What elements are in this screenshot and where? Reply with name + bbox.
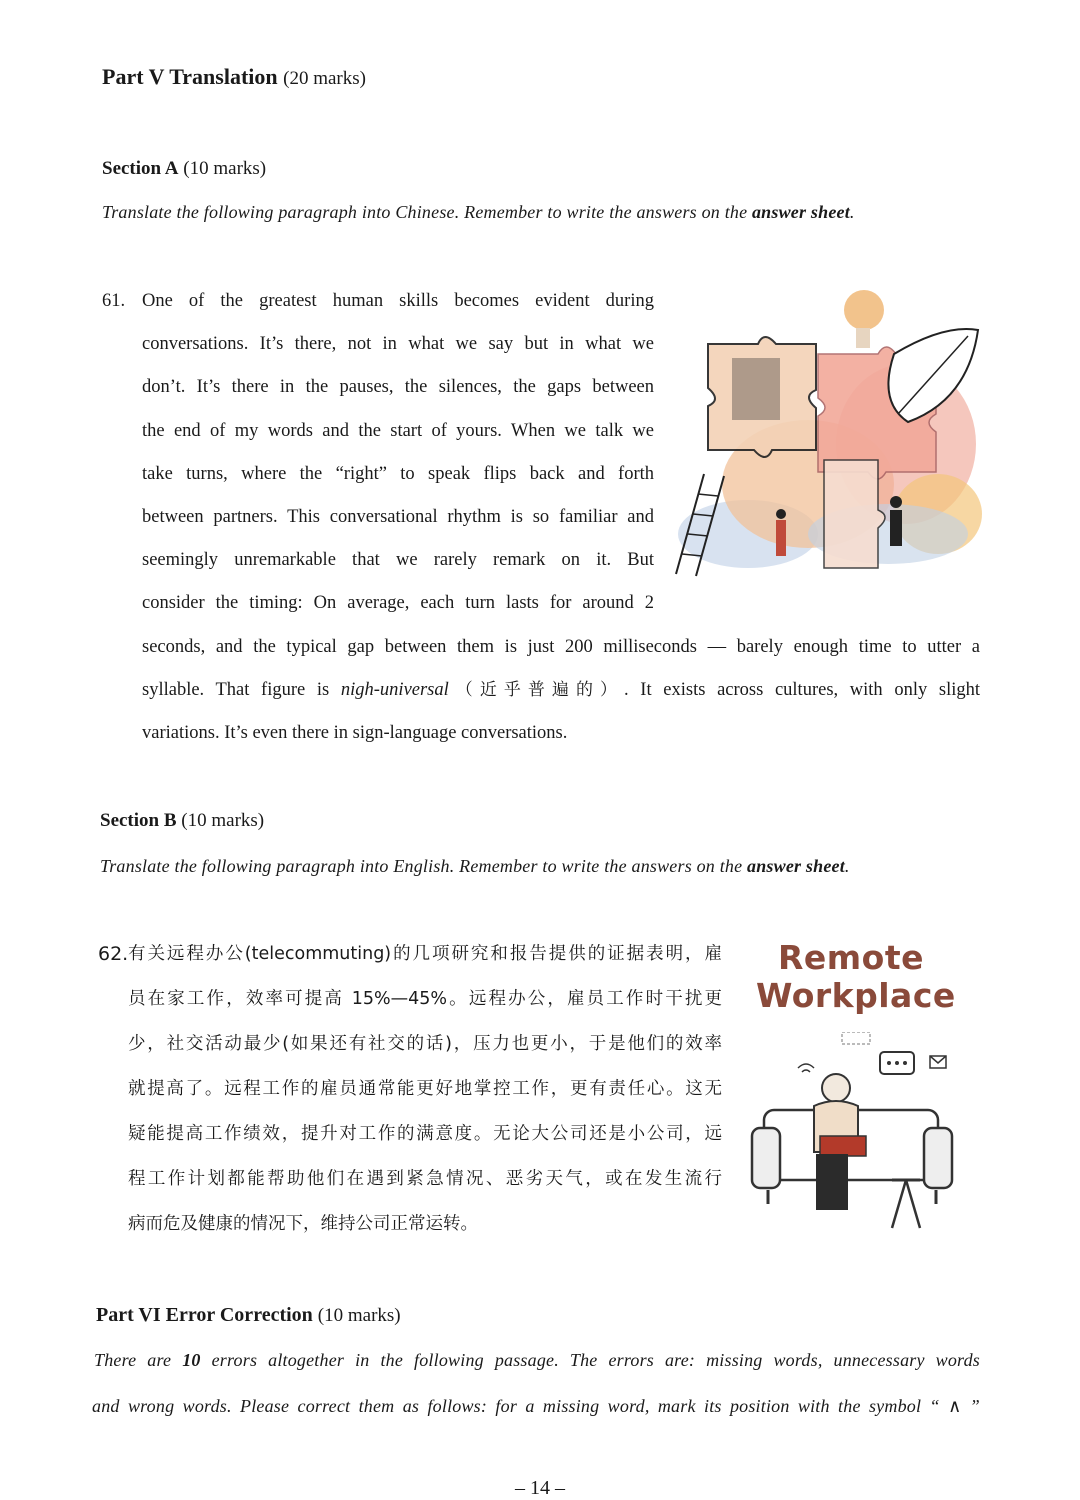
puzzle-illustration [668, 284, 984, 596]
q62-line-5: 疑能提高工作绩效，提升对工作的满意度。无论大公司还是小公司，远 [128, 1124, 722, 1144]
q62-line-2: 员在家工作，效率可提高 15%—45%。远程办公，雇员工作时干扰更 [128, 989, 722, 1009]
q62-line-4: 就提高了。远程工作的雇员通常能更好地掌控工作，更有责任心。这无 [128, 1079, 722, 1099]
q61-line-10-end: . It exists across cultures, with only slight [624, 679, 981, 700]
q62-line-3: 少，社交活动最少(如果还有社交的话)，压力也更小，于是他们的效率 [128, 1034, 722, 1054]
section-b-instruction [100, 856, 850, 877]
part6-instruction-line2: and wrong words. Please correct them as follows: for a missing word, mark its position with the symbol “ ∧ ” [92, 1396, 980, 1416]
page-number: – 14 – [515, 1477, 565, 1499]
section-b-title: Section B [100, 810, 177, 831]
part6-instruction-line1 [94, 1350, 980, 1371]
q61-line-4: the end of my words and the start of yours. When we talk we [142, 420, 654, 441]
q62-line-1: 有关远程办公(telecommuting)的几项研究和报告提供的证据表明，雇 [128, 944, 722, 964]
q61-paragraph-full [142, 626, 980, 756]
instruction-text: Translate the following paragraph into English. Remember to write the answers on the [100, 856, 747, 876]
instr-text: errors altogether in the following passage. The errors are: missing words, unnecessary words [200, 1350, 980, 1370]
section-a-marks: (10 marks) [183, 158, 267, 179]
section-b-marks: (10 marks) [181, 810, 265, 831]
q61-line-6: between partners. This conversational rhythm is so familiar and [142, 507, 654, 528]
part5-marks: (20 marks) [283, 68, 366, 89]
section-a-title: Section A [102, 158, 179, 179]
q61-line-2: conversations. It’s there, not in what we say but in what we [142, 334, 654, 355]
q62-paragraph [128, 932, 722, 1247]
instruction-end: . [844, 856, 850, 876]
section-a-heading [102, 158, 266, 180]
q61-line-11: variations. It’s even there in sign-language conversations. [142, 723, 568, 743]
instruction-end: . [849, 202, 855, 222]
remote-workplace-illustration [742, 936, 978, 1232]
q61-line-7: seemingly unremarkable that we rarely remark on it. But [142, 550, 654, 571]
q61-line-8: consider the timing: On average, each turn lasts for around 2 [142, 593, 654, 614]
q61-line-9: seconds, and the typical gap between them is just 200 milliseconds — barely enough time to utter a [142, 636, 980, 657]
q62-number: 62. [98, 943, 129, 965]
error-count: 10 [182, 1350, 201, 1370]
q61-line-10 [142, 669, 980, 712]
instruction-bold: answer sheet [747, 856, 845, 876]
part6-heading [96, 1304, 401, 1327]
remote-workplace-title-line1: Remote [778, 938, 925, 977]
q62-line-6: 程工作计划都能帮助他们在遇到紧急情况、恶劣天气，或在发生流行 [128, 1169, 722, 1189]
person-on-sofa-drawing [742, 1032, 978, 1232]
q61-line-3: don’t. It’s there in the pauses, the silences, the gaps between [142, 377, 654, 398]
q61-line-1: One of the greatest human skills becomes evident during [142, 291, 654, 311]
instr-text: There are [94, 1350, 183, 1370]
q61-chinese-gloss: （近乎普遍的） [448, 679, 625, 700]
q61-italic-term: nigh-universal [340, 679, 449, 700]
part6-title: Part VI Error Correction [96, 1304, 313, 1326]
q62-line-7: 病而危及健康的情况下，维持公司正常运转。 [128, 1214, 478, 1234]
instruction-bold: answer sheet [751, 202, 850, 222]
part5-heading [102, 64, 366, 90]
part5-title: Part V Translation [102, 64, 278, 89]
part6-marks: (10 marks) [317, 1305, 401, 1326]
q61-line-5: take turns, where the “right” to speak flips back and forth [142, 463, 654, 484]
section-b-heading [100, 810, 264, 832]
remote-workplace-title-line2: Workplace [756, 976, 956, 1015]
q61-line-10-start: syllable. That figure is [142, 679, 341, 700]
q61-paragraph [142, 280, 654, 626]
section-a-instruction [102, 202, 855, 223]
instruction-text: Translate the following paragraph into Chinese. Remember to write the answers on the [102, 202, 752, 222]
q61-number: 61. [102, 291, 126, 311]
